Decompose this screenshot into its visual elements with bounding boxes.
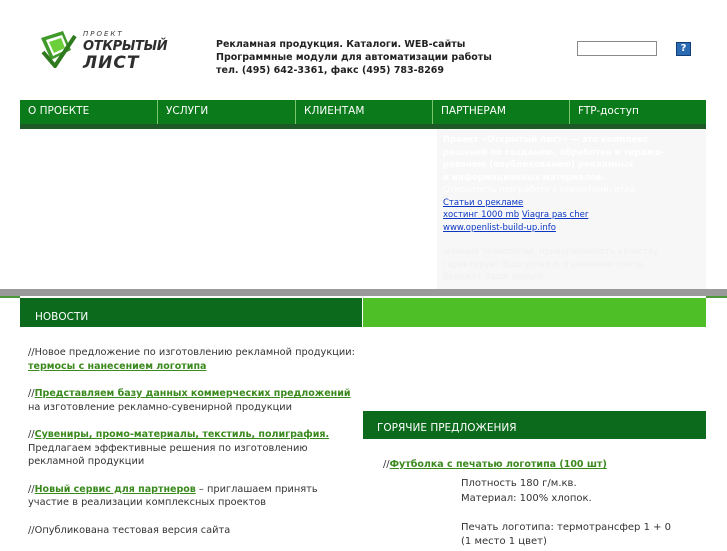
spec-line: Плотность 180 г/м.кв. <box>461 478 577 489</box>
hero-line: решений по созданию, обработке и тиражи- <box>443 147 665 158</box>
hot-offer-details <box>461 477 711 550</box>
nav-item-services[interactable]: УСЛУГИ <box>158 100 296 124</box>
hero-line: бережет Ваши деньги. <box>443 272 547 282</box>
header-tagline <box>216 38 492 77</box>
spec-line: Материал: 100% хлопок. <box>461 492 592 504</box>
search-input[interactable] <box>577 41 657 56</box>
hot-offer-prefix: // <box>383 459 390 470</box>
site-logo[interactable] <box>37 26 167 76</box>
nav-item-clients[interactable]: КЛИЕНТАМ <box>296 100 433 124</box>
news-item <box>28 387 358 414</box>
nav-item-about[interactable]: О ПРОЕКТЕ <box>20 100 158 124</box>
main-nav <box>20 100 706 124</box>
hero-line: гарантирует Ваш успех и, в конечном счете, <box>443 259 645 270</box>
hero-banner <box>20 129 706 289</box>
link-articles[interactable]: Статьи о рекламе <box>443 197 524 208</box>
hot-offer-item <box>383 459 607 470</box>
news-item <box>28 524 358 538</box>
nav-item-partners[interactable]: ПАРТНЕРАМ <box>433 100 570 124</box>
hero-line: и информационных материалов. <box>443 172 605 183</box>
spec-spacer <box>461 506 711 521</box>
spec-line: (1 место 1 цвет) <box>461 536 547 547</box>
hero-text-panel <box>437 129 706 289</box>
news-item-link[interactable]: Представляем базу данных коммерческих предложений <box>34 388 351 399</box>
news-item-text: на изготовление рекламно-сувенирной продукции <box>28 401 293 413</box>
news-item-text: //Новое предложение по изготовлению рекламной продукции: <box>28 347 355 358</box>
news-list <box>28 346 358 551</box>
news-heading: НОВОСТИ <box>20 298 362 327</box>
tagline-line: Программные модули для автоматизации работы <box>216 52 492 63</box>
hero-text <box>443 134 703 284</box>
divider-band <box>0 289 727 296</box>
news-item-link[interactable]: Новый сервис для партнеров <box>34 483 196 495</box>
hero-line: Проект «Открытый лист» — это комплекс <box>443 135 649 145</box>
help-icon[interactable]: ? <box>676 42 691 56</box>
news-item-text: // <box>28 388 35 399</box>
news-item-text: // <box>28 483 35 495</box>
news-item-text: – приглашаем принять участие в реализации комплексных проектов <box>28 483 318 508</box>
nav-item-ftp[interactable]: FTP-доступ <box>578 105 639 117</box>
link-openlist-build[interactable]: www.openlist-build-up.info <box>443 222 556 233</box>
hero-line: Открытость при работе с клиентами, отла- <box>443 185 639 195</box>
news-item-text: //Опубликована тестовая версия сайта <box>28 524 231 536</box>
news-item-link[interactable]: термосы с нанесением логотипа <box>28 360 207 372</box>
link-viagra[interactable]: Viagra pas cher <box>521 210 589 220</box>
tagline-phone: тел. (495) 642-3361, факс (495) 783-8269 <box>216 65 445 76</box>
hero-links-row <box>443 209 703 222</box>
header <box>0 0 727 100</box>
divider-accent-right <box>706 296 727 298</box>
news-item <box>28 483 358 510</box>
hot-offers-heading: ГОРЯЧИЕ ПРЕДЛОЖЕНИЯ <box>363 411 706 439</box>
divider-accent-left <box>0 296 20 298</box>
news-item-text: Предлагаем эффективные решения по изготовлению рекламной продукции <box>28 442 308 467</box>
spec-line: Печать логотипа: термотрансфер 1 + 0 <box>461 521 672 533</box>
link-hosting[interactable]: хостинг 1000 mb <box>443 210 520 220</box>
right-column-header-bar <box>363 298 706 327</box>
tagline-line: Рекламная продукция. Каталоги. WEB-сайты <box>216 39 466 50</box>
logo-small-text: ПРОЕКТ <box>83 30 124 38</box>
news-item-link[interactable]: Сувениры, промо-материалы, текстиль, полиграфия. <box>34 429 330 440</box>
open-sheet-logo-icon <box>37 28 77 68</box>
logo-text-line1: ОТКРЫТЫЙ <box>83 39 168 54</box>
hero-line: рованию (опубликованию) рекламных <box>443 160 634 170</box>
news-item-text: // <box>28 429 35 440</box>
logo-text-line2: ЛИСТ <box>83 53 140 73</box>
hot-offer-link[interactable]: Футболка с печатью логотипа (100 шт) <box>389 459 607 470</box>
news-item <box>28 346 358 373</box>
news-item <box>28 428 358 469</box>
hero-line: женные технологии, приверженность качеству <box>443 247 659 257</box>
